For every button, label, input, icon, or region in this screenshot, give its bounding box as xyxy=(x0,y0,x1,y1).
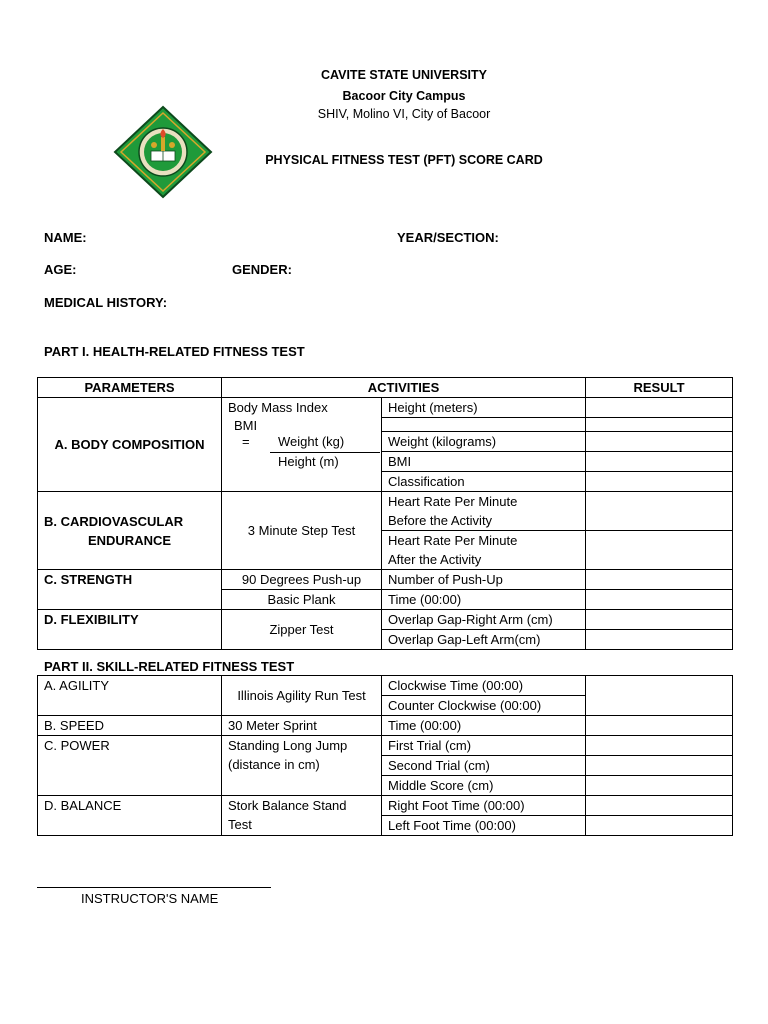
item-first-trial: First Trial (cm) xyxy=(382,736,586,756)
part1-title: PART I. HEALTH-RELATED FITNESS TEST xyxy=(44,344,305,359)
university-seal-icon xyxy=(113,105,213,199)
university-name: CAVITE STATE UNIVERSITY xyxy=(321,68,487,82)
item-hr-after-1: Heart Rate Per Minute xyxy=(382,531,586,551)
gender-label: GENDER: xyxy=(232,262,292,277)
result-cell[interactable] xyxy=(586,796,733,816)
instructor-name-label: INSTRUCTOR'S NAME xyxy=(81,891,219,906)
item-hr-before-1: Heart Rate Per Minute xyxy=(382,492,586,512)
param-flexibility: D. FLEXIBILITY xyxy=(38,610,222,650)
bmi-fraction-line xyxy=(270,452,380,453)
activity-long-jump xyxy=(222,736,382,796)
item-classification: Classification xyxy=(382,472,586,492)
result-cell[interactable] xyxy=(586,776,733,796)
bmi-numerator: Weight (kg) xyxy=(278,433,345,449)
activity-long-jump-line1: Standing Long Jump xyxy=(228,738,348,753)
campus-name: Bacoor City Campus xyxy=(342,89,466,103)
activity-stork-line1: Stork Balance Stand xyxy=(228,798,347,813)
result-cell[interactable] xyxy=(586,492,733,531)
activity-step-test: 3 Minute Step Test xyxy=(222,492,382,570)
activity-plank: Basic Plank xyxy=(222,590,382,610)
item-overlap-right: Overlap Gap-Right Arm (cm) xyxy=(382,610,586,630)
item-overlap-left: Overlap Gap-Left Arm(cm) xyxy=(382,630,586,650)
activity-zipper: Zipper Test xyxy=(222,610,382,650)
bmi-formula-bmi: BMI xyxy=(234,417,258,433)
activity-bmi-label: Body Mass Index xyxy=(222,398,382,418)
bmi-denominator: Height (m) xyxy=(278,454,339,469)
header-result: RESULT xyxy=(586,378,733,398)
item-hr-after-2: After the Activity xyxy=(382,550,586,570)
result-cell[interactable] xyxy=(586,432,733,452)
result-cell[interactable] xyxy=(586,452,733,472)
age-label: AGE: xyxy=(44,262,77,277)
item-left-foot: Left Foot Time (00:00) xyxy=(382,816,586,836)
result-cell[interactable] xyxy=(586,472,733,492)
result-cell[interactable] xyxy=(586,590,733,610)
part1-table xyxy=(37,377,733,650)
item-middle-score: Middle Score (cm) xyxy=(382,776,586,796)
param-power: C. POWER xyxy=(38,736,222,796)
param-cardio xyxy=(38,492,222,570)
result-cell[interactable] xyxy=(586,816,733,836)
header-activities: ACTIVITIES xyxy=(222,378,586,398)
activity-stork-stand xyxy=(222,796,382,836)
year-section-label: YEAR/SECTION: xyxy=(397,230,499,245)
result-cell[interactable] xyxy=(586,418,733,432)
param-cardio-line1: B. CARDIOVASCULAR xyxy=(44,513,184,529)
item-plank-time: Time (00:00) xyxy=(382,590,586,610)
activity-pushup: 90 Degrees Push-up xyxy=(222,570,382,590)
item-second-trial: Second Trial (cm) xyxy=(382,756,586,776)
result-cell[interactable] xyxy=(586,531,733,570)
item-hr-before-2: Before the Activity xyxy=(382,511,586,531)
param-cardio-line2: ENDURANCE xyxy=(87,532,172,548)
blank-item-cell xyxy=(382,418,586,432)
param-body-composition: A. BODY COMPOSITION xyxy=(38,398,222,492)
header-parameters: PARAMETERS xyxy=(38,378,222,398)
activity-illinois: Illinois Agility Run Test xyxy=(222,676,382,716)
result-cell[interactable] xyxy=(586,610,733,630)
activity-long-jump-line2: (distance in cm) xyxy=(228,757,320,772)
item-pushup-count: Number of Push-Up xyxy=(382,570,586,590)
instructor-signature-line[interactable] xyxy=(37,887,271,888)
result-cell[interactable] xyxy=(586,716,733,736)
part2-table xyxy=(37,675,733,836)
name-label: NAME: xyxy=(44,230,87,245)
activity-stork-line2: Test xyxy=(228,817,252,832)
item-bmi: BMI xyxy=(382,452,586,472)
item-sprint-time: Time (00:00) xyxy=(382,716,586,736)
result-cell[interactable] xyxy=(586,736,733,756)
result-cell[interactable] xyxy=(586,676,733,716)
result-cell[interactable] xyxy=(586,756,733,776)
activity-sprint: 30 Meter Sprint xyxy=(222,716,382,736)
result-cell[interactable] xyxy=(586,570,733,590)
blank-activity-cell xyxy=(222,472,382,492)
result-cell[interactable] xyxy=(586,630,733,650)
param-agility: A. AGILITY xyxy=(38,676,222,716)
part2-title: PART II. SKILL-RELATED FITNESS TEST xyxy=(44,659,295,674)
page-title: PHYSICAL FITNESS TEST (PFT) SCORE CARD xyxy=(265,153,543,167)
param-speed: B. SPEED xyxy=(38,716,222,736)
item-weight-kg: Weight (kilograms) xyxy=(382,432,586,452)
result-cell[interactable] xyxy=(586,398,733,418)
param-balance: D. BALANCE xyxy=(38,796,222,836)
item-counter-clockwise: Counter Clockwise (00:00) xyxy=(382,696,586,716)
campus-address: SHIV, Molino VI, City of Bacoor xyxy=(317,107,491,121)
item-height-meters: Height (meters) xyxy=(382,398,586,418)
medical-history-label: MEDICAL HISTORY: xyxy=(44,295,168,310)
bmi-formula xyxy=(222,418,382,452)
param-strength: C. STRENGTH xyxy=(38,570,222,610)
bmi-denominator-cell xyxy=(222,452,382,472)
bmi-formula-eq: = xyxy=(242,433,250,449)
item-right-foot: Right Foot Time (00:00) xyxy=(382,796,586,816)
item-clockwise: Clockwise Time (00:00) xyxy=(382,676,586,696)
